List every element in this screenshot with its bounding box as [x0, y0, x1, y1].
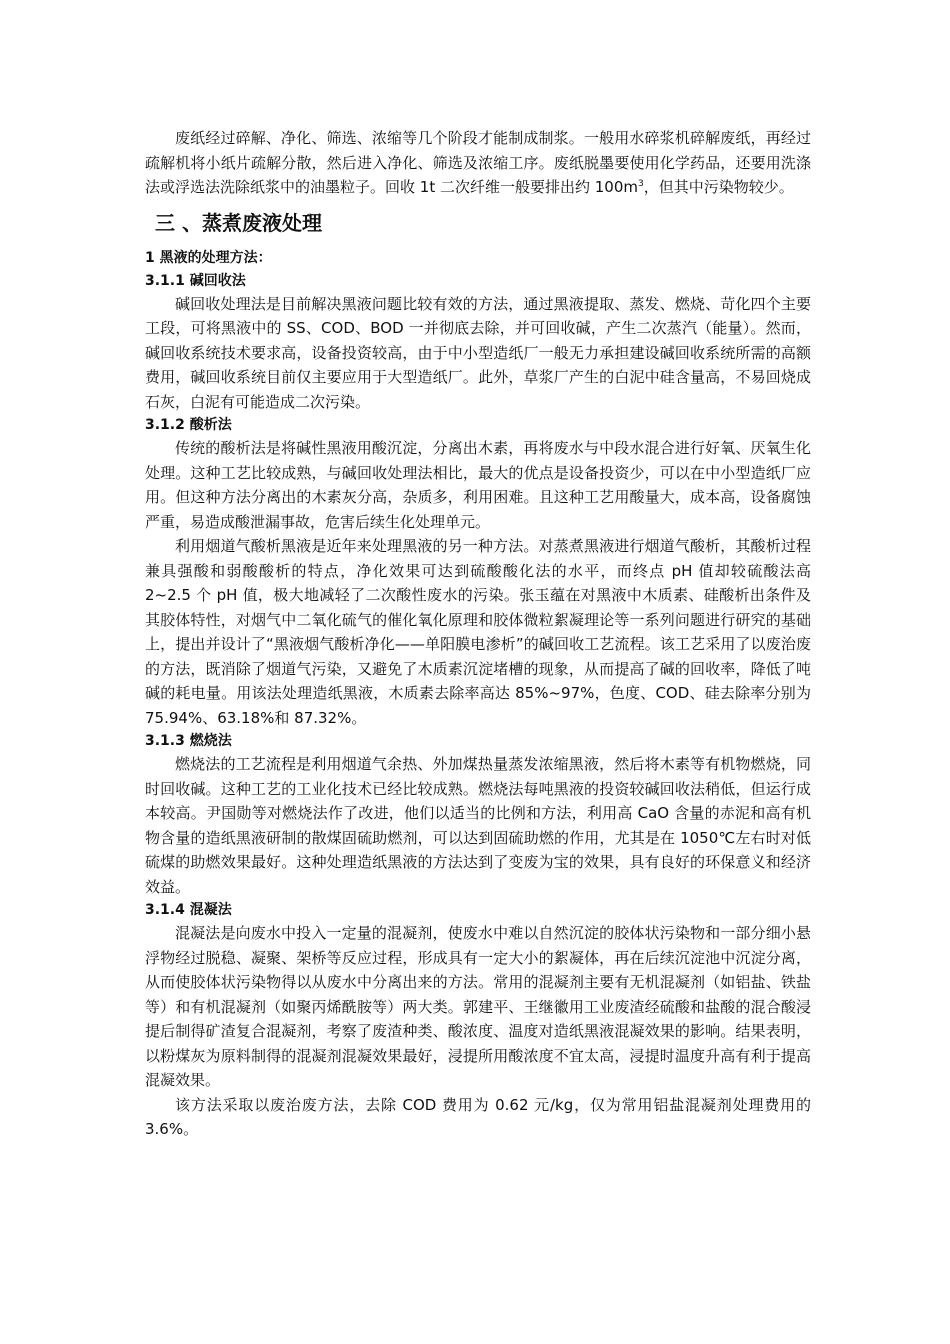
paragraph-3-1-2-a: 传统的酸析法是将碱性黑液用酸沉淀，分离出木素，再将废水与中段水混合进行好氧、厌氧生化处理。这种工艺比较成熟，与碱回收处理法相比，最大的优点是设备投资少，可以在中小型造纸厂应用。但这种方法分离出的木素灰分高，杂质多，利用困难。且这种工艺用酸量大，成本高，设备腐蚀严重，易造成酸泄漏事故，危害后续生化处理单元。	[145, 439, 811, 531]
intro-text: 废纸经过碎解、净化、筛选、浓缩等几个阶段才能制成制浆。一般用水碎浆机碎解废纸，再经过疏解机将小纸片疏解分散，然后进入净化、筛选及浓缩工序。废纸脱墨要使用化学药品，还要用洗涤法或浮选法洗除纸浆中的油墨粒子。回收 1t 二次纤维一般要排出约 100m	[145, 129, 811, 196]
document-body	[145, 126, 811, 1142]
paragraph-3-1-1: 碱回收处理法是目前解决黑液问题比较有效的方法，通过黑液提取、蒸发、燃烧、苛化四个主要工段，可将黑液中的 SS、COD、BOD 一并彻底去除，并可回收碱，产生二次蒸汽（能量）。然而，碱回收系统技术要求高，设备投资较高，由于中小型造纸厂一般无力承担建设碱回收系统所需的高额费用，碱回收系统目前仅主要应用于大型造纸厂。此外，草浆厂产生的白泥中硅含量高，不易回烧成石灰，白泥有可能造成二次污染。	[145, 294, 811, 411]
heading-3-1-4: 3.1.4 混凝法	[145, 902, 232, 918]
paragraph-3-1-4-b: 该方法采取以废治废方法，去除 COD 费用为 0.62 元/kg，仅为常用铝盐混凝剂处理费用的 3.6%。	[145, 1095, 811, 1138]
heading-3-1-3: 3.1.3 燃烧法	[145, 733, 232, 749]
subsection-heading: 1 黑液的处理方法：	[145, 249, 272, 266]
paragraph-3-1-4-a: 混凝法是向废水中投入一定量的混凝剂，使废水中难以自然沉淀的胶体状污染物和一部分细小悬浮物经过脱稳、凝聚、架桥等反应过程，形成具有一定大小的絮凝体，再在后续沉淀池中沉淀分离，从而使胶体状污染物得以从废水中分离出来的方法。常用的混凝剂主要有无机混凝剂（如铝盐、铁盐等）和有机混凝剂（如聚丙烯酰胺等）两大类。郭建平、王继徽用工业废渣经硫酸和盐酸的混合酸浸提后制得矿渣复合混凝剂，考察了废渣种类、酸浓度、温度对造纸黑液混凝效果的影响。结果表明，以粉煤灰为原料制得的混凝剂混凝效果最好，浸提所用酸浓度不宜太高，浸提时温度升高有利于提高混凝效果。	[145, 924, 811, 1089]
paragraph-3-1-3: 燃烧法的工艺流程是利用烟道气余热、外加煤热量蒸发浓缩黑液，然后将木素等有机物燃烧，同时回收碱。这种工艺的工业化技术已经比较成熟。燃烧法每吨黑液的投资较碱回收法稍低，但运行成本较高。尹国勋等对燃烧法作了改进，他们以适当的比例和方法，利用高 CaO 含量的赤泥和高有机物含量的造纸黑液研制的散煤固硫助燃剂，可以达到固硫助燃的作用，尤其是在 1050℃左右时对低硫煤的助燃效果最好。这种处理造纸黑液的方法达到了变废为宝的效果，具有良好的环保意义和经济效益。	[145, 755, 811, 896]
intro-text-tail: ，但其中污染物较少。	[643, 178, 794, 196]
intro-paragraph	[145, 126, 811, 200]
paragraph-3-1-2-b: 利用烟道气酸析黑液是近年来处理黑液的另一种方法。对蒸煮黑液进行烟道气酸析，其酸析过程兼具强酸和弱酸酸析的特点，净化效果可达到硫酸酸化法的水平，而终点 pH 值却较硫酸法高 2~2.5 个 pH 值，极大地减轻了二次酸性废水的污染。张玉蕴在对黑液中木质素、硅酸析出条件及其胶体特性，对烟气中二氧化硫气的催化氧化原理和胶体微粒絮凝理论等一系列问题进行研究的基础上，提出并设计了“黑液烟气酸析净化——单阳膜电渗析”的碱回收工艺流程。该工艺采用了以废治废的方法，既消除了烟道气污染，又避免了木质素沉淀堵槽的现象，从而提高了碱的回收率，降低了吨碱的耗电量。用该法处理造纸黑液，木质素去除率高达 85%~97%，色度、COD、硅去除率分别为 75.94%、63.18%和 87.32%。	[145, 537, 811, 727]
section-heading: 三 、蒸煮废液处理	[155, 210, 322, 235]
heading-3-1-1: 3.1.1 碱回收法	[145, 272, 246, 289]
heading-3-1-2: 3.1.2 酸析法	[145, 417, 232, 433]
superscript-3: 3	[637, 179, 644, 189]
